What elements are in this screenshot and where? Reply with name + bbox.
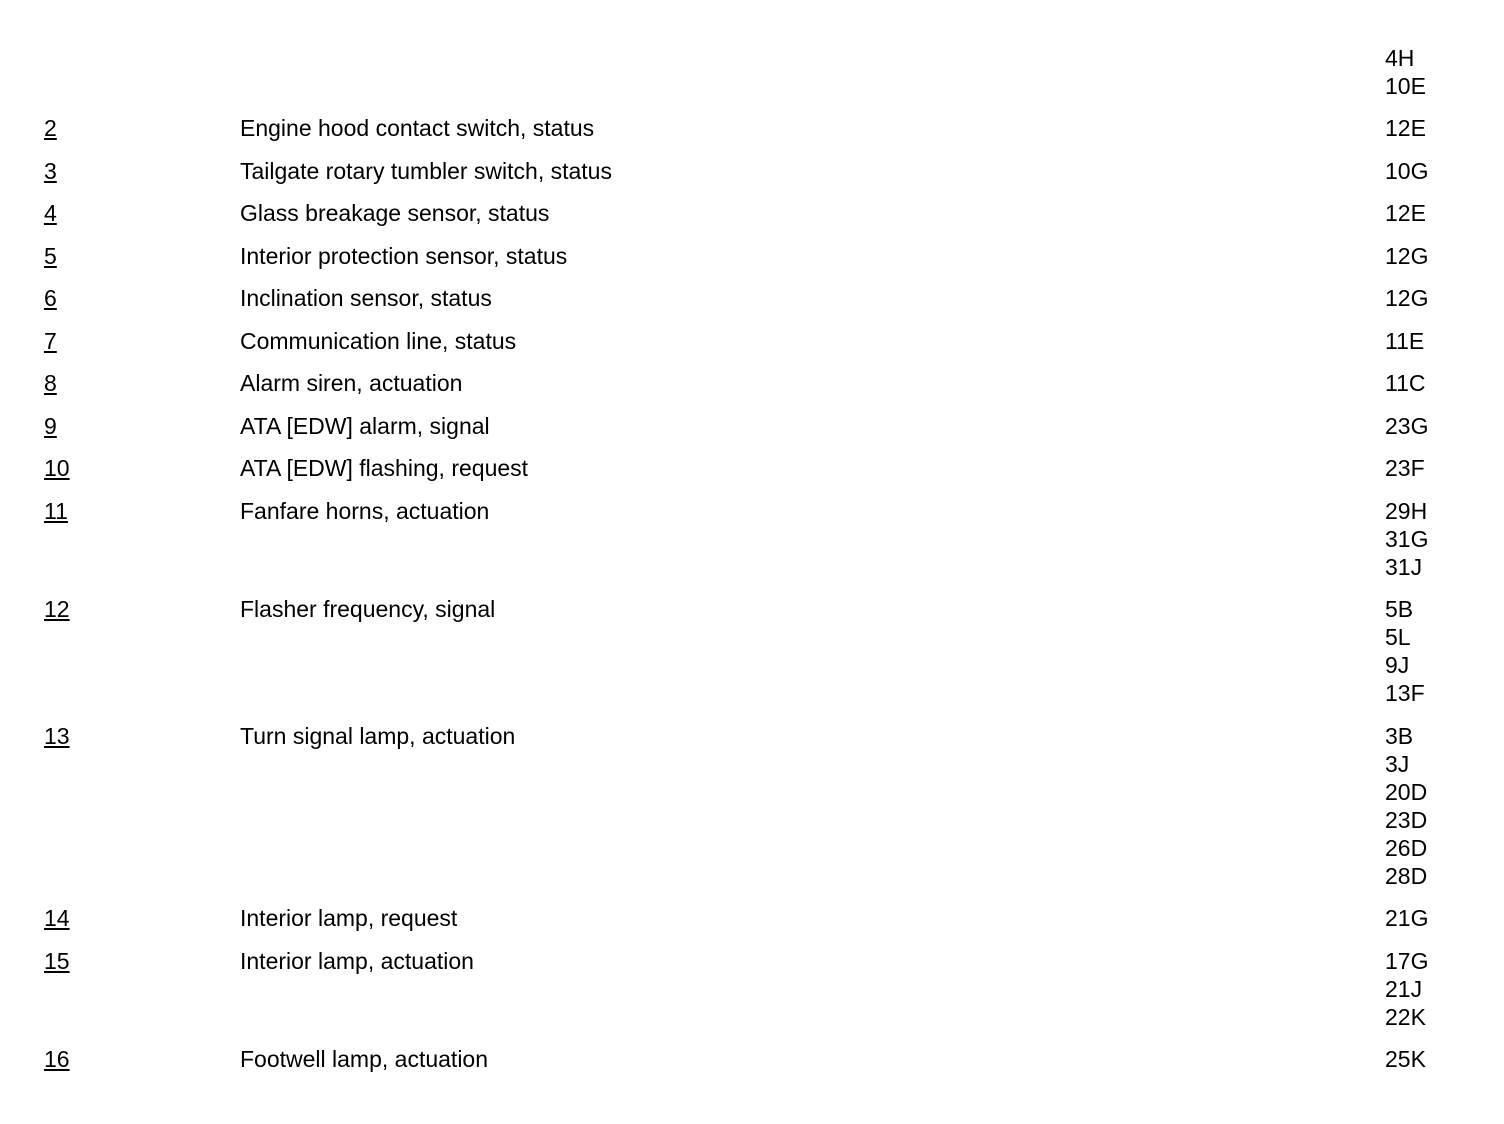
- grid-reference: 12G: [1385, 242, 1429, 269]
- grid-reference: 3J: [1385, 750, 1410, 777]
- row-number-link[interactable]: 8: [44, 370, 57, 396]
- grid-reference: 11C: [1385, 370, 1426, 396]
- grid-reference: 21J: [1385, 975, 1423, 1002]
- table-row: [0, 947, 1504, 1031]
- grid-reference: 23G: [1385, 412, 1429, 439]
- row-reference-list: [1385, 114, 1426, 142]
- table-row: [0, 369, 1504, 397]
- row-number-link[interactable]: 16: [44, 1046, 70, 1072]
- row-description: Alarm siren, actuation: [240, 370, 463, 396]
- grid-reference: 3B: [1385, 722, 1414, 749]
- row-number-link[interactable]: 12: [44, 596, 70, 622]
- table-row: [0, 454, 1504, 482]
- row-description: Inclination sensor, status: [240, 285, 492, 311]
- row-reference-list: [1385, 947, 1428, 1031]
- grid-reference: 31J: [1385, 553, 1423, 580]
- grid-reference: 10G: [1385, 157, 1429, 184]
- row-description: Fanfare horns, actuation: [240, 497, 490, 524]
- row-description: Turn signal lamp, actuation: [240, 722, 516, 749]
- row-description: Communication line, status: [240, 327, 517, 354]
- row-reference-list: [1385, 284, 1428, 312]
- row-number-link[interactable]: 15: [44, 947, 70, 974]
- grid-reference: 5B: [1385, 596, 1414, 622]
- row-reference-list: [1385, 1045, 1426, 1073]
- row-description: Interior lamp, actuation: [240, 947, 474, 974]
- row-number-link[interactable]: 3: [44, 157, 57, 184]
- grid-reference: 13F: [1385, 680, 1425, 706]
- row-number-link[interactable]: 5: [44, 242, 57, 269]
- row-description: Footwell lamp, actuation: [240, 1046, 489, 1072]
- row-reference-list: [1385, 412, 1428, 440]
- grid-reference: 21G: [1385, 905, 1429, 931]
- grid-reference: 23F: [1385, 455, 1425, 481]
- grid-reference: 25K: [1385, 1046, 1426, 1072]
- row-number-link[interactable]: 13: [44, 722, 70, 749]
- grid-reference: 5L: [1385, 624, 1411, 650]
- table-row: [0, 1045, 1504, 1073]
- table-row: [0, 595, 1504, 707]
- grid-reference: 4H: [1385, 45, 1415, 71]
- row-description: Interior lamp, request: [240, 905, 458, 931]
- row-number-link[interactable]: 6: [44, 285, 57, 311]
- row-reference-list: [1385, 454, 1425, 482]
- grid-reference: 11E: [1385, 327, 1425, 354]
- grid-reference: 17G: [1385, 947, 1429, 974]
- row-reference-list: [1385, 904, 1428, 932]
- grid-reference: 12E: [1385, 200, 1426, 226]
- table-row: [0, 199, 1504, 227]
- table-row: [0, 242, 1504, 270]
- row-number-link[interactable]: 11: [44, 497, 68, 524]
- row-reference-list: [1385, 157, 1428, 185]
- grid-reference: 28D: [1385, 862, 1428, 889]
- grid-reference: 12G: [1385, 285, 1429, 311]
- grid-reference: 29H: [1385, 497, 1428, 524]
- table-row: [0, 327, 1504, 355]
- grid-reference: 12E: [1385, 115, 1426, 141]
- row-number-link[interactable]: 2: [44, 115, 57, 141]
- grid-reference: 10E: [1385, 73, 1426, 99]
- row-description: Glass breakage sensor, status: [240, 200, 550, 226]
- table-row: [0, 412, 1504, 440]
- row-number-link[interactable]: 9: [44, 412, 57, 439]
- row-description: ATA [EDW] alarm, signal: [240, 412, 490, 439]
- row-reference-list: [1385, 497, 1428, 581]
- table-row: [0, 157, 1504, 185]
- lead-reference-list: [1385, 44, 1426, 100]
- grid-reference: 26D: [1385, 834, 1428, 861]
- grid-reference: 23D: [1385, 806, 1428, 833]
- grid-reference: 20D: [1385, 778, 1428, 805]
- row-description: Tailgate rotary tumbler switch, status: [240, 157, 612, 184]
- row-reference-list: [1385, 369, 1426, 397]
- grid-reference: 9J: [1385, 652, 1410, 678]
- table-row: [0, 722, 1504, 890]
- row-reference-list: [1385, 327, 1424, 355]
- table-row: [0, 904, 1504, 932]
- row-description: ATA [EDW] flashing, request: [240, 455, 529, 481]
- table-row: [0, 284, 1504, 312]
- row-reference-list: [1385, 595, 1425, 707]
- row-number-link[interactable]: 7: [44, 327, 57, 354]
- row-number-link[interactable]: 14: [44, 905, 70, 931]
- grid-reference: 31G: [1385, 525, 1429, 552]
- row-description: Engine hood contact switch, status: [240, 115, 595, 141]
- row-description: Flasher frequency, signal: [240, 596, 496, 622]
- row-number-link[interactable]: 4: [44, 200, 57, 226]
- row-number-link[interactable]: 10: [44, 455, 70, 481]
- table-row: [0, 114, 1504, 142]
- table-row: [0, 497, 1504, 581]
- row-reference-list: [1385, 199, 1426, 227]
- grid-reference: 22K: [1385, 1003, 1426, 1030]
- signal-table: [0, 114, 1504, 1088]
- row-description: Interior protection sensor, status: [240, 242, 568, 269]
- row-reference-list: [1385, 722, 1427, 890]
- row-reference-list: [1385, 242, 1428, 270]
